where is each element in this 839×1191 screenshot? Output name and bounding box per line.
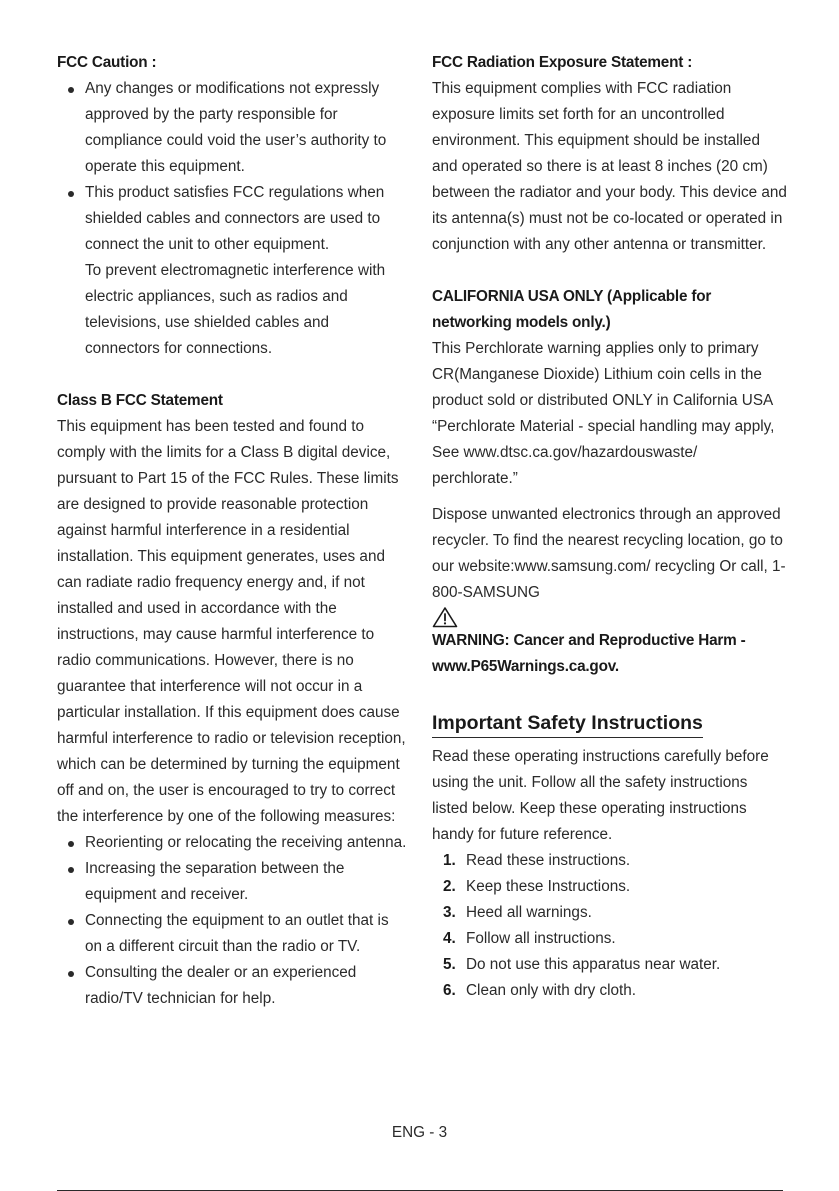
warning-triangle-icon xyxy=(432,606,458,628)
class-b-heading: Class B FCC Statement xyxy=(57,392,223,409)
class-b-body: This equipment has been tested and found to comply with the limits for a Class B digital device, pursuant to Part 15 of the FCC Rules. These limits are designed to provide reasonable protection against harmful interference in a residential installation. This equipment generates, uses and can radiate radio frequency energy and, if not installed and used in accordance with the instructions, may cause harmful interference to radio communications. However, there is no guarantee that interference will not occur in a particular installation. If this equipment does cause harmful interference to radio or television reception, which can be determined by turning the equipment off and on, the user is encouraged to try to correct the interference by one of the following measures: xyxy=(57,418,406,825)
list-item: Any changes or modifications not expressly approved by the party responsible for compliance could void the user’s authority to operate this equipment. xyxy=(57,76,407,180)
fcc-caution-section xyxy=(57,50,407,362)
safety-section xyxy=(432,710,787,1004)
measures-list xyxy=(57,830,407,1012)
safety-list xyxy=(432,848,787,1004)
page-number: ENG - 3 xyxy=(391,1124,448,1141)
right-column xyxy=(432,50,787,1004)
list-item xyxy=(432,848,787,874)
item-number: 4. xyxy=(443,930,456,947)
list-item-text: This product satisfies FCC regulations when shielded cables and connectors are used to connect the unit to other equipment. xyxy=(85,184,385,253)
item-text: Heed all warnings. xyxy=(466,904,592,921)
list-item: Consulting the dealer or an experienced radio/TV technician for help. xyxy=(57,960,407,1012)
fcc-caution-heading: FCC Caution : xyxy=(57,54,157,71)
item-number: 1. xyxy=(443,852,456,869)
list-item xyxy=(432,952,787,978)
list-item xyxy=(57,180,407,362)
list-item: Connecting the equipment to an outlet that is on a different circuit than the radio or TV. xyxy=(57,908,407,960)
left-column xyxy=(57,50,407,1012)
safety-intro: Read these operating instructions carefully before using the unit. Follow all the safety instructions listed below. Keep these operating instructions handy for future reference. xyxy=(432,748,769,843)
list-item xyxy=(432,978,787,1004)
item-text: Keep these Instructions. xyxy=(466,878,631,895)
safety-title: Important Safety Instructions xyxy=(432,710,703,738)
radiation-body: This equipment complies with FCC radiation exposure limits set forth for an uncontrolled environment. This equipment should be installed and operated so there is at least 8 inches (20 cm) between the radiator and your body. This device and its antenna(s) must not be co-located or operated in conjunction with any other antenna or transmitter. xyxy=(432,80,787,253)
item-text: Read these instructions. xyxy=(466,852,631,869)
california-body: This Perchlorate warning applies only to primary CR(Manganese Dioxide) Lithium coin cells in the product sold or distributed ONLY in California USA “Perchlorate Material - special handling may apply, See www.dtsc.ca.gov/hazardouswaste/ perchlorate.” xyxy=(432,340,775,487)
class-b-section xyxy=(57,388,407,1012)
dispose-text: Dispose unwanted electronics through an approved recycler. To find the nearest recycling location, go to our website:www.samsung.com/ recycling Or call, 1-800-SAMSUNG xyxy=(432,506,786,601)
radiation-section xyxy=(432,50,787,258)
item-text: Do not use this apparatus near water. xyxy=(466,956,721,973)
list-item: Reorienting or relocating the receiving antenna. xyxy=(57,830,407,856)
california-heading: CALIFORNIA USA ONLY (Applicable for networking models only.) xyxy=(432,288,712,331)
item-number: 3. xyxy=(443,904,456,921)
list-item xyxy=(432,926,787,952)
item-text: Clean only with dry cloth. xyxy=(466,982,637,999)
list-item xyxy=(432,900,787,926)
item-number: 5. xyxy=(443,956,456,973)
item-number: 2. xyxy=(443,878,456,895)
p65-warning: WARNING: Cancer and Reproductive Harm - www.P65Warnings.ca.gov. xyxy=(432,632,746,675)
list-item-continuation: To prevent electromagnetic interference with electric appliances, such as radios and televisions, use shielded cables and connectors for connections. xyxy=(85,262,386,357)
item-number: 6. xyxy=(443,982,456,999)
fcc-caution-list xyxy=(57,76,407,362)
radiation-heading: FCC Radiation Exposure Statement : xyxy=(432,54,693,71)
item-text: Follow all instructions. xyxy=(466,930,616,947)
list-item: Increasing the separation between the equipment and receiver. xyxy=(57,856,407,908)
california-section xyxy=(432,284,787,680)
list-item xyxy=(432,874,787,900)
